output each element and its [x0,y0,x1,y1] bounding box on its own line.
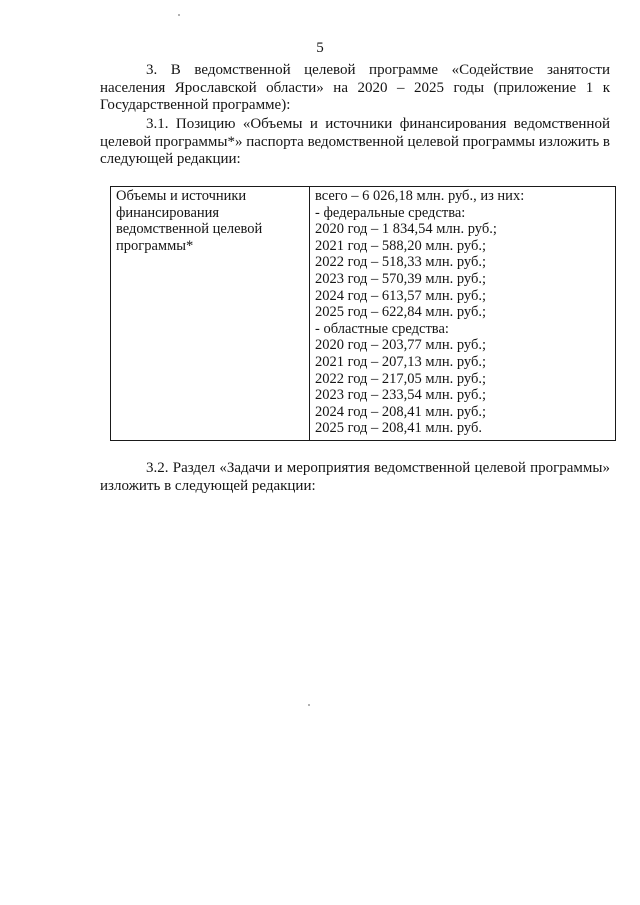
federal-year-line: 2025 год – 622,84 млн. руб.; [315,304,486,321]
federal-year-line: 2022 год – 518,33 млн. руб.; [315,254,486,271]
financing-label-cell [111,187,310,441]
regional-year-line: 2023 год – 233,54 млн. руб.; [315,387,486,404]
federal-funds-heading: - федеральные средства: [315,204,466,221]
federal-year-line: 2024 год – 613,57 млн. руб.; [315,287,486,304]
financing-values-cell [310,187,616,441]
federal-year-line: 2021 год – 588,20 млн. руб.; [315,237,486,254]
label-line: финансирования [116,204,220,221]
scan-speck [308,704,310,706]
regional-year-line: 2024 год – 208,41 млн. руб.; [315,403,486,420]
regional-year-line: 2022 год – 217,05 млн. руб.; [315,370,486,387]
table-row [111,187,616,441]
page-number: 5 [316,40,324,56]
federal-year-line: 2020 год – 1 834,54 млн. руб.; [315,221,497,238]
scan-speck [178,14,180,16]
regional-year-line: 2020 год – 203,77 млн. руб.; [315,337,486,354]
federal-year-line: 2023 год – 570,39 млн. руб.; [315,270,486,287]
paragraph-3-2: 3.2. Раздел «Задачи и мероприятия ведомственной целевой программы» изложить в следующей редакции: [100,460,610,494]
label-line: ведомственной целевой [116,221,263,238]
label-line: программы* [116,237,194,254]
label-line: Объемы и источники [116,188,247,204]
regional-year-line: 2021 год – 207,13 млн. руб.; [315,353,486,370]
paragraph-3-1: 3.1. Позицию «Объемы и источники финансирования ведомственной целевой программы*» паспорта ведомственной целевой программы изложить в следующей редакции: [100,116,610,167]
financing-table [110,186,616,441]
paragraph-3: 3. В ведомственной целевой программе «Содействие занятости населения Ярославской области» на 2020 – 2025 годы (приложение 1 к Государственной программе): [100,62,610,113]
regional-year-line: 2025 год – 208,41 млн. руб. [315,420,482,437]
financing-total-line: всего – 6 026,18 млн. руб., из них: [315,188,525,204]
regional-funds-heading: - областные средства: [315,320,449,337]
